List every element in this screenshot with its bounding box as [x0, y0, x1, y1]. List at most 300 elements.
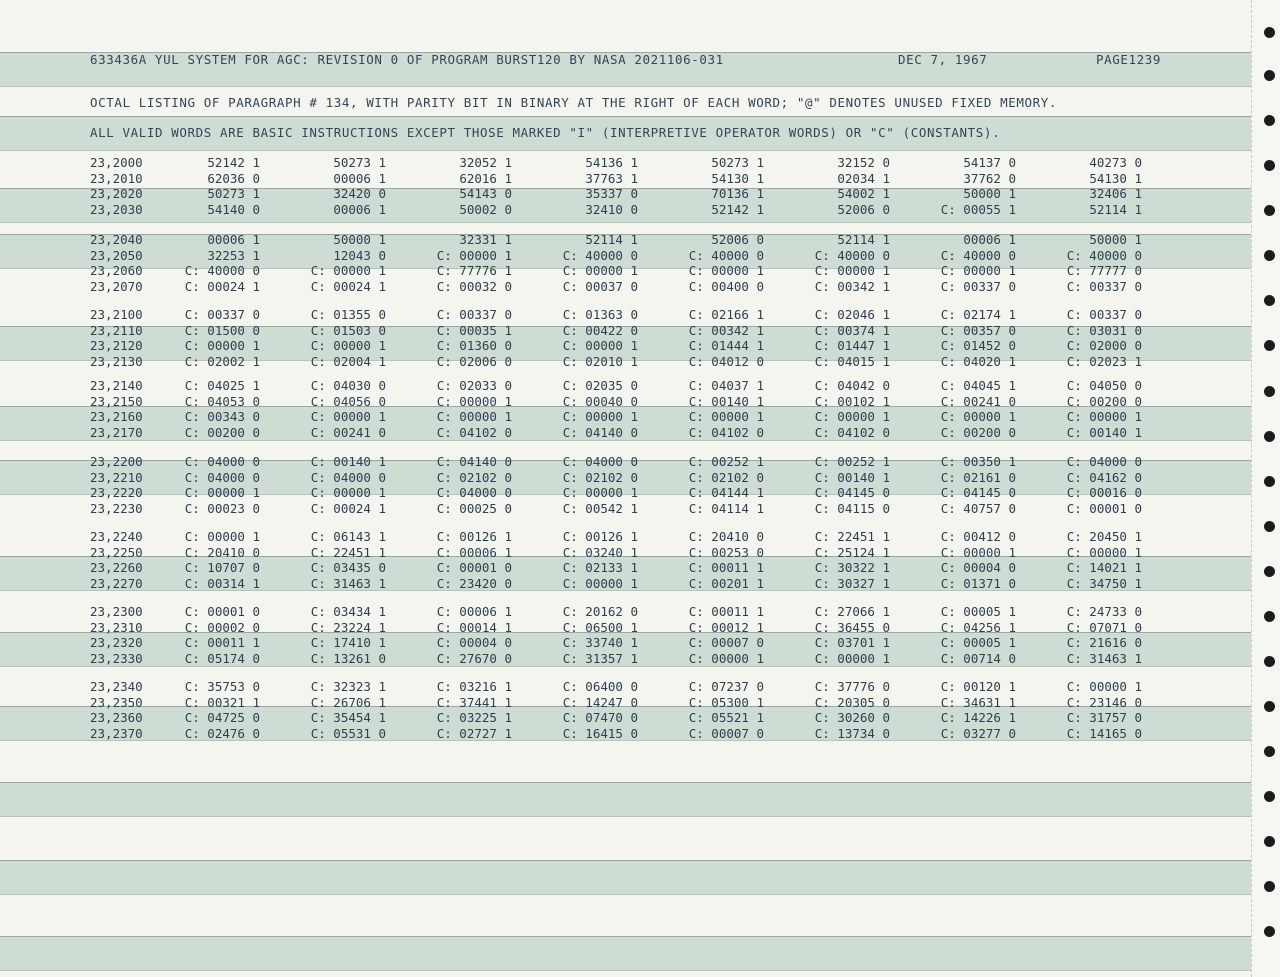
listing-row [0, 620, 1252, 636]
octal-word: C: 14165 0 [1066, 725, 1142, 741]
octal-word: C: 00001 0 [436, 560, 512, 575]
octal-word: C: 01452 0 [940, 338, 1016, 353]
octal-word: C: 00024 1 [184, 278, 260, 294]
row-address: 23,2170 [90, 424, 143, 440]
octal-word: C: 02476 0 [184, 725, 260, 741]
octal-word: C: 31463 1 [1066, 650, 1142, 666]
octal-word: C: 22451 1 [814, 529, 890, 544]
octal-word: C: 00000 1 [940, 263, 1016, 278]
octal-word: C: 33740 1 [562, 635, 638, 650]
octal-word: C: 00252 1 [688, 454, 764, 469]
listing-group [0, 454, 1252, 516]
octal-word: C: 02102 0 [688, 469, 764, 485]
octal-word: 02034 1 [837, 170, 890, 186]
octal-word: C: 37776 0 [814, 679, 890, 694]
listing-row [0, 409, 1252, 425]
octal-word: C: 40000 0 [940, 247, 1016, 263]
octal-word: C: 23146 0 [1066, 694, 1142, 710]
listing-row [0, 679, 1252, 695]
octal-word: C: 00412 0 [940, 529, 1016, 544]
octal-word: C: 02727 1 [436, 725, 512, 741]
octal-word: C: 25124 1 [814, 544, 890, 560]
octal-word: C: 04012 0 [688, 353, 764, 369]
octal-word: C: 04144 1 [688, 485, 764, 500]
listing-row [0, 279, 1252, 295]
octal-word: C: 00000 1 [1066, 679, 1142, 694]
feed-hole [1264, 521, 1275, 532]
paper-band [0, 936, 1252, 971]
octal-word: C: 00000 1 [562, 338, 638, 353]
octal-word: 52114 1 [837, 232, 890, 247]
feed-hole [1264, 27, 1275, 38]
octal-word: C: 00000 1 [184, 529, 260, 544]
octal-word: C: 00011 1 [688, 560, 764, 575]
octal-word: 54137 0 [963, 155, 1016, 170]
row-address: 23,2210 [90, 469, 143, 485]
octal-word: C: 04042 0 [814, 378, 890, 393]
octal-word: C: 04162 0 [1066, 469, 1142, 485]
octal-word: C: 20305 0 [814, 694, 890, 710]
listing-row [0, 485, 1252, 501]
feed-hole [1264, 836, 1275, 847]
listing-row [0, 695, 1252, 711]
octal-word: C: 30260 0 [814, 710, 890, 725]
octal-word: C: 34631 1 [940, 694, 1016, 710]
octal-word: C: 00140 1 [310, 454, 386, 469]
row-address: 23,2260 [90, 560, 143, 575]
octal-word: C: 04000 0 [1066, 454, 1142, 469]
octal-word: C: 00337 0 [436, 307, 512, 322]
octal-word: 50000 1 [963, 186, 1016, 201]
feed-hole [1264, 611, 1275, 622]
octal-word: C: 00140 1 [814, 469, 890, 485]
octal-word: C: 02166 1 [688, 307, 764, 322]
octal-word: C: 04000 0 [184, 454, 260, 469]
listing-group [0, 679, 1252, 741]
octal-word: C: 02023 1 [1066, 353, 1142, 369]
listing-row [0, 501, 1252, 517]
row-address: 23,2030 [90, 201, 143, 217]
octal-word: C: 03031 0 [1066, 322, 1142, 338]
octal-word: C: 00714 0 [940, 650, 1016, 666]
octal-word: C: 05521 1 [688, 710, 764, 725]
feed-hole [1264, 295, 1275, 306]
octal-word: C: 04030 0 [310, 378, 386, 393]
octal-word: C: 03277 0 [940, 725, 1016, 741]
octal-word: C: 00241 0 [940, 393, 1016, 409]
octal-word: C: 02046 1 [814, 307, 890, 322]
feed-hole [1264, 160, 1275, 171]
row-address: 23,2340 [90, 679, 143, 694]
octal-word: C: 01500 0 [184, 322, 260, 338]
octal-word: C: 00002 0 [184, 619, 260, 635]
octal-word: C: 00253 0 [688, 544, 764, 560]
listing-row [0, 710, 1252, 726]
listing-row [0, 232, 1252, 248]
octal-word: C: 20410 0 [688, 529, 764, 544]
octal-word: C: 22451 1 [310, 544, 386, 560]
octal-word: C: 40000 0 [1066, 247, 1142, 263]
octal-word: C: 04140 0 [562, 424, 638, 440]
octal-word: C: 13734 0 [814, 725, 890, 741]
octal-word: 54143 0 [459, 186, 512, 201]
octal-word: 62036 0 [207, 170, 260, 186]
octal-word: C: 20410 0 [184, 544, 260, 560]
octal-word: C: 00014 1 [436, 619, 512, 635]
listing-row [0, 378, 1252, 394]
listing-row [0, 186, 1252, 202]
octal-word: C: 20162 0 [562, 604, 638, 619]
row-address: 23,2150 [90, 393, 143, 409]
feed-hole [1264, 701, 1275, 712]
octal-word: C: 00023 0 [184, 500, 260, 516]
octal-word: C: 40000 0 [688, 247, 764, 263]
octal-word: C: 03225 1 [436, 710, 512, 725]
octal-word: C: 23224 1 [310, 619, 386, 635]
octal-word: C: 00011 1 [184, 635, 260, 650]
octal-word: C: 00314 1 [184, 575, 260, 591]
row-address: 23,2310 [90, 619, 143, 635]
octal-word: C: 04015 1 [814, 353, 890, 369]
octal-word: C: 14247 0 [562, 694, 638, 710]
octal-word: C: 04256 1 [940, 619, 1016, 635]
octal-word: 37762 0 [963, 170, 1016, 186]
octal-word: C: 01447 1 [814, 338, 890, 353]
feed-hole [1264, 926, 1275, 937]
listing-legend: ALL VALID WORDS ARE BASIC INSTRUCTIONS EXCEPT THOSE MARKED "I" (INTERPRETIVE OPERATOR WORDS) OR "C" (CONSTANTS). [90, 125, 1001, 140]
octal-word: C: 00200 0 [940, 424, 1016, 440]
octal-word: 52142 1 [711, 201, 764, 217]
listing-row [0, 263, 1252, 279]
octal-word: 32420 0 [333, 186, 386, 201]
octal-word: 52114 1 [1089, 201, 1142, 217]
octal-word: C: 04050 0 [1066, 378, 1142, 393]
octal-word: C: 00000 1 [562, 485, 638, 500]
listing-group [0, 232, 1252, 294]
octal-word: C: 14226 1 [940, 710, 1016, 725]
row-address: 23,2070 [90, 278, 143, 294]
listing-row [0, 425, 1252, 441]
listing-row [0, 529, 1252, 545]
octal-word: C: 02006 0 [436, 353, 512, 369]
octal-word: 00006 1 [207, 232, 260, 247]
octal-word: C: 00000 1 [184, 338, 260, 353]
octal-word: C: 31357 1 [562, 650, 638, 666]
octal-word: C: 27670 0 [436, 650, 512, 666]
octal-word: C: 02102 0 [436, 469, 512, 485]
octal-word: 50000 1 [333, 232, 386, 247]
listing-row [0, 470, 1252, 486]
octal-word: C: 37441 1 [436, 694, 512, 710]
octal-word: C: 01363 0 [562, 307, 638, 322]
listing-row [0, 726, 1252, 742]
row-address: 23,2110 [90, 322, 143, 338]
octal-word: 52142 1 [207, 155, 260, 170]
row-address: 23,2100 [90, 307, 143, 322]
octal-word: C: 00000 1 [688, 409, 764, 424]
octal-word: C: 36455 0 [814, 619, 890, 635]
octal-word: 54140 0 [207, 201, 260, 217]
octal-word: C: 00000 1 [1066, 544, 1142, 560]
octal-word: C: 00201 1 [688, 575, 764, 591]
octal-word: C: 34750 1 [1066, 575, 1142, 591]
octal-word: C: 00422 0 [562, 322, 638, 338]
listing-row [0, 338, 1252, 354]
octal-word: C: 00350 1 [940, 454, 1016, 469]
octal-word: C: 05531 0 [310, 725, 386, 741]
octal-word: 37763 1 [585, 170, 638, 186]
octal-word: C: 20450 1 [1066, 529, 1142, 544]
octal-word: C: 00342 1 [688, 322, 764, 338]
octal-word: C: 00321 1 [184, 694, 260, 710]
octal-word: C: 00000 1 [436, 393, 512, 409]
octal-word: C: 35454 1 [310, 710, 386, 725]
octal-word: 54130 1 [1089, 170, 1142, 186]
listing-group [0, 155, 1252, 217]
octal-word: C: 00400 0 [688, 278, 764, 294]
octal-word: 00006 1 [333, 170, 386, 186]
row-address: 23,2300 [90, 604, 143, 619]
row-address: 23,2250 [90, 544, 143, 560]
octal-word: C: 06500 1 [562, 619, 638, 635]
octal-word: C: 21616 0 [1066, 635, 1142, 650]
octal-word: 50273 1 [711, 155, 764, 170]
octal-word: C: 04102 0 [814, 424, 890, 440]
row-address: 23,2000 [90, 155, 143, 170]
octal-word: C: 00000 1 [562, 575, 638, 591]
octal-word: 32152 0 [837, 155, 890, 170]
octal-word: C: 04140 0 [436, 454, 512, 469]
octal-word: C: 04725 0 [184, 710, 260, 725]
octal-word: C: 00000 1 [688, 263, 764, 278]
row-address: 23,2370 [90, 725, 143, 741]
octal-word: C: 00000 1 [562, 263, 638, 278]
octal-word: 62016 1 [459, 170, 512, 186]
octal-word: C: 00140 1 [1066, 424, 1142, 440]
octal-word: C: 24733 0 [1066, 604, 1142, 619]
octal-word: 52006 0 [711, 232, 764, 247]
row-address: 23,2270 [90, 575, 143, 591]
octal-word: C: 03216 1 [436, 679, 512, 694]
octal-word: C: 00004 0 [940, 560, 1016, 575]
feed-hole [1264, 250, 1275, 261]
feed-hole [1264, 115, 1275, 126]
octal-word: C: 00001 0 [1066, 500, 1142, 516]
octal-word: C: 04000 0 [562, 454, 638, 469]
octal-word: C: 04025 1 [184, 378, 260, 393]
octal-word: C: 00005 1 [940, 604, 1016, 619]
feed-hole [1264, 70, 1275, 81]
listing-row [0, 248, 1252, 264]
octal-word: C: 00007 0 [688, 635, 764, 650]
octal-word: C: 31757 0 [1066, 710, 1142, 725]
octal-word: C: 00004 0 [436, 635, 512, 650]
listing-row [0, 454, 1252, 470]
listing-row [0, 604, 1252, 620]
octal-word: C: 01371 0 [940, 575, 1016, 591]
octal-word: C: 00024 1 [310, 500, 386, 516]
octal-word: C: 00000 1 [310, 338, 386, 353]
listing-row [0, 171, 1252, 187]
octal-word: C: 00342 1 [814, 278, 890, 294]
listing-title: 633436A YUL SYSTEM FOR AGC: REVISION 0 OF PROGRAM BURST120 BY NASA 2021106-031 [90, 52, 724, 67]
page-number: PAGE1239 [1096, 52, 1162, 67]
row-address: 23,2040 [90, 232, 143, 247]
octal-word: C: 00000 1 [310, 409, 386, 424]
octal-word: 32331 1 [459, 232, 512, 247]
octal-word: C: 03240 1 [562, 544, 638, 560]
octal-word: C: 05300 1 [688, 694, 764, 710]
row-address: 23,2320 [90, 635, 143, 650]
octal-word: C: 31463 1 [310, 575, 386, 591]
octal-word: 54130 1 [711, 170, 764, 186]
row-address: 23,2360 [90, 710, 143, 725]
row-address: 23,2010 [90, 170, 143, 186]
row-address: 23,2230 [90, 500, 143, 516]
octal-word: 35337 0 [585, 186, 638, 201]
octal-word: C: 00337 0 [1066, 278, 1142, 294]
octal-word: C: 04145 0 [940, 485, 1016, 500]
octal-word: C: 40000 0 [814, 247, 890, 263]
octal-word: 40273 0 [1089, 155, 1142, 170]
octal-word: C: 04045 1 [940, 378, 1016, 393]
octal-word: C: 30322 1 [814, 560, 890, 575]
octal-word: C: 00007 0 [688, 725, 764, 741]
octal-word: C: 00337 0 [940, 278, 1016, 294]
feed-hole [1264, 340, 1275, 351]
octal-word: C: 02004 1 [310, 353, 386, 369]
feed-hole [1264, 431, 1275, 442]
octal-word: C: 00102 1 [814, 393, 890, 409]
row-address: 23,2020 [90, 186, 143, 201]
paper-band [0, 782, 1252, 817]
paper-band [0, 860, 1252, 895]
listing-row [0, 635, 1252, 651]
octal-word: C: 01503 0 [310, 322, 386, 338]
octal-word: C: 00357 0 [940, 322, 1016, 338]
octal-word: C: 06400 0 [562, 679, 638, 694]
listing-row [0, 651, 1252, 667]
octal-word: C: 07071 0 [1066, 619, 1142, 635]
octal-word: 70136 1 [711, 186, 764, 201]
octal-word: C: 02102 0 [562, 469, 638, 485]
octal-word: C: 13261 0 [310, 650, 386, 666]
octal-word: C: 17410 1 [310, 635, 386, 650]
feed-hole [1264, 205, 1275, 216]
octal-word: C: 02000 0 [1066, 338, 1142, 353]
octal-word: C: 00542 1 [562, 500, 638, 516]
octal-word: C: 02002 1 [184, 353, 260, 369]
octal-word: C: 16415 0 [562, 725, 638, 741]
octal-word: 50273 1 [333, 155, 386, 170]
octal-word: C: 00000 1 [814, 263, 890, 278]
row-address: 23,2060 [90, 263, 143, 278]
row-address: 23,2130 [90, 353, 143, 369]
octal-word: C: 40000 0 [184, 263, 260, 278]
octal-word: C: 00000 1 [1066, 409, 1142, 424]
octal-word: C: 00140 1 [688, 393, 764, 409]
octal-word: 54002 1 [837, 186, 890, 201]
octal-word: C: 00001 0 [184, 604, 260, 619]
octal-word: C: 00037 0 [562, 278, 638, 294]
octal-word: C: 00000 1 [940, 544, 1016, 560]
octal-word: C: 00252 1 [814, 454, 890, 469]
row-address: 23,2050 [90, 247, 143, 263]
octal-word: C: 00011 1 [688, 604, 764, 619]
row-address: 23,2200 [90, 454, 143, 469]
octal-word: C: 03701 1 [814, 635, 890, 650]
listing-row [0, 560, 1252, 576]
listing-description: OCTAL LISTING OF PARAGRAPH # 134, WITH PARITY BIT IN BINARY AT THE RIGHT OF EACH WORD; "@" DENOTES UNUSED FIXED MEMORY. [90, 95, 1057, 110]
feed-hole [1264, 746, 1275, 757]
listing-row [0, 307, 1252, 323]
octal-word: C: 00000 1 [814, 409, 890, 424]
octal-word: C: 00025 0 [436, 500, 512, 516]
octal-word: C: 00000 1 [940, 409, 1016, 424]
row-address: 23,2220 [90, 485, 143, 500]
row-address: 23,2140 [90, 378, 143, 393]
octal-word: C: 77777 0 [1066, 263, 1142, 278]
octal-word: 50000 1 [1089, 232, 1142, 247]
octal-word: C: 04102 0 [688, 424, 764, 440]
octal-word: C: 00000 1 [436, 409, 512, 424]
octal-word: C: 00126 1 [562, 529, 638, 544]
octal-word: C: 03434 1 [310, 604, 386, 619]
row-address: 23,2240 [90, 529, 143, 544]
octal-word: C: 00241 0 [310, 424, 386, 440]
octal-word: C: 00000 1 [562, 409, 638, 424]
octal-word: 32410 0 [585, 201, 638, 217]
listing-date: DEC 7, 1967 [898, 52, 988, 67]
octal-word: 52114 1 [585, 232, 638, 247]
octal-word: C: 02161 0 [940, 469, 1016, 485]
octal-word: C: 02033 0 [436, 378, 512, 393]
feed-hole [1264, 881, 1275, 892]
octal-word: C: 02133 1 [562, 560, 638, 575]
octal-word: C: 06143 1 [310, 529, 386, 544]
octal-word: C: 04000 0 [310, 469, 386, 485]
row-address: 23,2350 [90, 694, 143, 710]
octal-word: C: 32323 1 [310, 679, 386, 694]
listing-group [0, 378, 1252, 440]
octal-word: 50273 1 [207, 186, 260, 201]
octal-word: C: 04020 1 [940, 353, 1016, 369]
octal-word: 00006 1 [333, 201, 386, 217]
listing-row [0, 202, 1252, 218]
listing-row [0, 545, 1252, 561]
feed-hole [1264, 386, 1275, 397]
octal-word: C: 00040 0 [562, 393, 638, 409]
octal-word: C: 01355 0 [310, 307, 386, 322]
octal-word: C: 00035 1 [436, 322, 512, 338]
octal-word: C: 02035 0 [562, 378, 638, 393]
octal-word: 32406 1 [1089, 186, 1142, 201]
feed-hole [1264, 476, 1275, 487]
listing-group [0, 529, 1252, 591]
octal-word: C: 04056 0 [310, 393, 386, 409]
octal-word: C: 26706 1 [310, 694, 386, 710]
octal-word: C: 40000 0 [562, 247, 638, 263]
listing-row [0, 155, 1252, 171]
octal-word: C: 00374 1 [814, 322, 890, 338]
octal-word: C: 40757 0 [940, 500, 1016, 516]
octal-word: C: 04037 1 [688, 378, 764, 393]
octal-word: C: 00000 1 [814, 650, 890, 666]
octal-word: C: 10707 0 [184, 560, 260, 575]
octal-word: C: 77776 1 [436, 263, 512, 278]
octal-word: C: 04145 0 [814, 485, 890, 500]
octal-word: C: 00000 1 [688, 650, 764, 666]
